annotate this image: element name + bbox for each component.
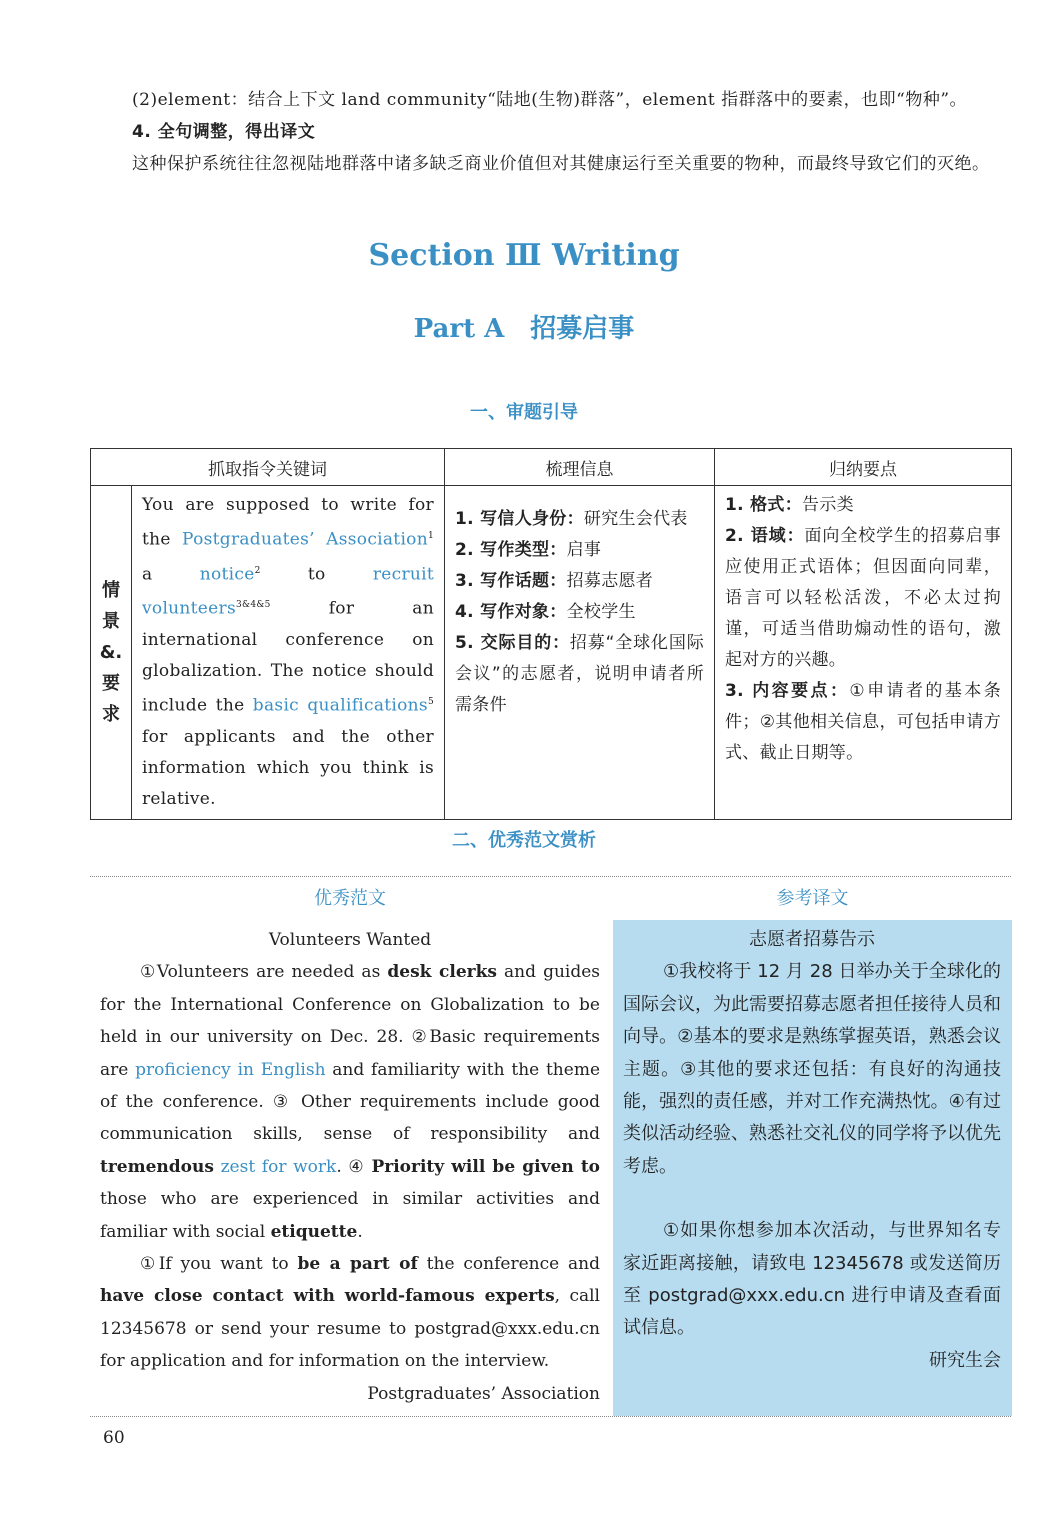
info-text: 研究生会代表: [583, 509, 688, 529]
keyword: notice: [199, 564, 255, 585]
section-title: Section Ⅲ Writing: [368, 238, 680, 273]
note-element-line: (2)element：结合上下文 land community“陆地(生物)群落”，element 指群落中的要素，也即“物种”。: [132, 90, 968, 110]
info-text: 招募“全球化国际会议”的志愿者，说明申请者所需条件: [455, 633, 704, 715]
point-label: 1. 格式：: [725, 495, 803, 515]
info-label: 1. 写信人身份：: [455, 509, 584, 529]
header-keywords: 抓取指令关键词: [91, 449, 445, 486]
phrase: etiquette: [270, 1221, 358, 1242]
info-label: 5. 交际目的：: [455, 633, 570, 653]
side-char: &.: [99, 641, 123, 663]
text: You are supposed to write for the: [142, 495, 434, 550]
info-label: 3. 写作话题：: [455, 571, 567, 591]
info-item: [455, 628, 704, 721]
phrase: have close contact with world-famous experts: [100, 1286, 555, 1307]
keyword: Association: [326, 529, 428, 550]
point-text: 告示类: [802, 495, 854, 515]
phrase: desk clerks: [387, 962, 497, 983]
text: those who are experienced in similar activities and familiar with social: [100, 1189, 600, 1242]
translation-title: 志愿者招募告示: [749, 929, 875, 950]
page-number: 60: [103, 1428, 125, 1448]
table-row: [91, 486, 1012, 820]
text: ①Volunteers are needed as: [140, 962, 388, 983]
text: for an international conference on globalization. The notice should include the: [142, 598, 434, 716]
translation-signature: 研究生会: [929, 1349, 1001, 1371]
text: .: [357, 1221, 363, 1242]
info-text: 招募志愿者: [566, 571, 654, 591]
text: the conference and: [417, 1254, 601, 1275]
translation-panel: [613, 920, 1012, 1416]
info-item: [455, 504, 704, 535]
points-cell: [715, 486, 1012, 820]
phrase: proficiency in English: [135, 1059, 326, 1080]
essay-heading: 二、优秀范文赏析: [452, 830, 596, 851]
phrase: zest for work: [220, 1156, 337, 1177]
info-item: [455, 535, 704, 566]
text: , call 12345678 or send your resume to postgrad@xxx.edu.cn for application and for information on the interview.: [100, 1286, 600, 1372]
point-text: ①申请者的基本条件；②其他相关信息，可包括申请方式、截止日期等。: [725, 681, 1002, 763]
text: ①If you want to: [140, 1254, 298, 1275]
side-char: 情: [102, 579, 120, 601]
side-char: 要: [102, 672, 120, 694]
essay-paragraph-1: [100, 956, 600, 1248]
point-label: 3. 内容要点：: [725, 681, 850, 701]
keyword: recruit volunteers: [142, 564, 434, 619]
translation-paragraph-1: ①我校将于 12 月 28 日举办关于全球化的国际会议，为此需要招募志愿者担任接待人员和向导。②基本的要求是熟练掌握英语，熟悉会议主题。③其他的要求还包括：有良好的沟通技能，强烈的责任感，并对工作充满热忱。④有过类似活动经验、熟悉社交礼仪的同学将予以优先考虑。: [623, 961, 1001, 1177]
info-item: [455, 566, 704, 597]
text: for applicants and the other information which you think is relative.: [142, 726, 434, 809]
point-text: 面向全校学生的招募启事应使用正式语体；但因面向同辈，语言可以轻松活泼，不必太过拘谨，可适当借助煽动性的语句，激起对方的兴趣。: [725, 526, 1001, 670]
header-info: 梳理信息: [445, 449, 715, 486]
point-item: [725, 521, 1001, 676]
text: . ④: [336, 1156, 372, 1177]
text: a: [142, 564, 153, 585]
info-label: 2. 写作类型：: [455, 540, 567, 560]
prompt-text: [142, 490, 434, 815]
info-text: 启事: [566, 540, 602, 560]
side-label: [91, 486, 132, 820]
keyword-note: 1: [427, 531, 434, 541]
keyword-note: 3&4&5: [235, 600, 271, 611]
keyword-note: 5: [427, 696, 434, 707]
final-translation: 这种保护系统往往忽视陆地群落中诸多缺乏商业价值但对其健康运行至关重要的物种，而最终导致它们的灭绝。: [132, 154, 990, 174]
point-item: [725, 490, 1001, 521]
essay-column-title: 优秀范文: [314, 888, 386, 909]
translation-paragraph-2: ①如果你想参加本次活动，与世界知名专家近距离接触，请致电 12345678 或发送简历至 postgrad@xxx.edu.cn 进行申请及查看面试信息。: [623, 1220, 1001, 1339]
keyword: Postgraduates’: [182, 529, 315, 550]
keyword-note: 2: [254, 565, 261, 576]
guide-heading: 一、审题引导: [470, 402, 578, 423]
essay-title: Volunteers Wanted: [268, 930, 432, 950]
side-char: 景: [102, 610, 120, 632]
keyword: basic qualifications: [252, 695, 428, 716]
phrase: tremendous: [100, 1156, 214, 1177]
essay-paragraph-2: [100, 1248, 600, 1378]
info-cell: [445, 486, 715, 820]
prompt-cell: [132, 486, 445, 820]
text: and familiarity with the theme of the conference. ③ Other requirements include good communication skills, sense of responsibility and: [100, 1059, 600, 1145]
part-title: Part A 招募启事: [413, 314, 635, 344]
step-heading: 4. 全句调整，得出译文: [132, 122, 316, 142]
phrase: be a part of: [297, 1254, 418, 1275]
point-item: [725, 676, 1001, 769]
table-header-row: [91, 449, 1012, 486]
text: to: [260, 564, 373, 585]
side-char: 求: [102, 703, 120, 725]
model-essay: [100, 924, 600, 1410]
info-label: 4. 写作对象：: [455, 602, 567, 622]
spacer: [623, 1183, 1001, 1215]
text: and guides for the International Conference on Globalization to be held in our university on Dec. 28. ②Basic requirements are: [100, 962, 600, 1080]
header-points: 归纳要点: [715, 449, 1012, 486]
info-item: [455, 597, 704, 628]
divider: [90, 1416, 1011, 1417]
translation-column-title: 参考译文: [776, 888, 849, 909]
translation-text: [623, 924, 1001, 1377]
analysis-table: [90, 448, 1012, 820]
info-text: 全校学生: [566, 602, 636, 622]
divider: [90, 876, 1011, 877]
phrase: Priority will be given to: [371, 1156, 601, 1177]
essay-signature: Postgraduates’ Association: [367, 1383, 600, 1404]
point-label: 2. 语域：: [725, 526, 805, 546]
